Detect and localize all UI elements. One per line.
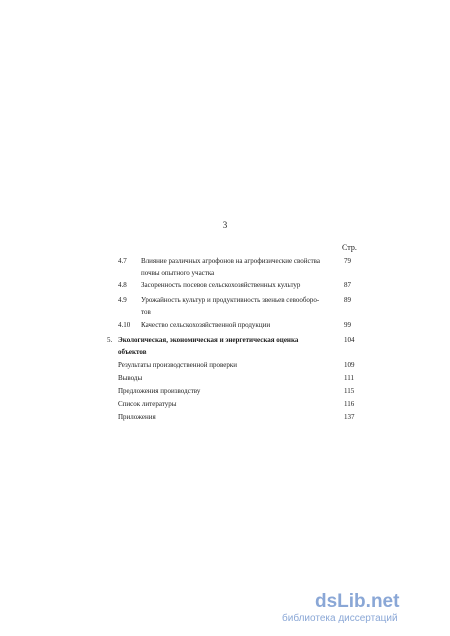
dslib-watermark <box>282 591 432 625</box>
toc-entry-title: Приложения <box>118 413 156 421</box>
toc-entry-title: Предложения производству <box>118 387 201 395</box>
toc-entry-title <box>141 255 331 279</box>
toc-entry-number: 4.10 <box>118 321 131 329</box>
toc-entry-page: 79 <box>344 257 351 265</box>
toc-entry-page: 137 <box>344 413 355 421</box>
toc-entry-page: 104 <box>344 336 355 344</box>
toc-entry-title-line: объектов <box>118 348 147 356</box>
toc-page-column-header: Стр. <box>342 243 357 252</box>
toc-entry-title-line: Влияние различных агрофонов на агрофизические свойства <box>141 257 321 265</box>
toc-entry-title-line: тов <box>141 308 151 316</box>
toc-entry-title: Результаты производственной проверки <box>118 361 237 369</box>
watermark-logo: dsLib.net <box>315 591 400 612</box>
toc-entry-page: 111 <box>344 374 354 382</box>
toc-entry-title <box>141 294 331 318</box>
toc-entry-title: Качество сельскохозяйственной продукции <box>141 321 271 329</box>
toc-entry-title: Список литературы <box>118 400 177 408</box>
toc-entry-page: 116 <box>344 400 355 408</box>
toc-entry-title: Засоренность посевов сельскохозяйственных культур <box>141 281 301 289</box>
page-number: 3 <box>222 220 228 230</box>
toc-entry-page: 109 <box>344 361 355 369</box>
toc-entry-number: 5. <box>107 336 113 344</box>
toc-entry-page: 87 <box>344 281 351 289</box>
toc-entry-number: 4.7 <box>118 257 127 265</box>
toc-entry-page: 115 <box>344 387 355 395</box>
toc-entry-number: 4.8 <box>118 281 127 289</box>
toc-entry-number: 4.9 <box>118 296 127 304</box>
toc-entry-title-line: почвы опытного участка <box>141 269 215 277</box>
toc-entry-title-line: Экологическая, экономическая и энергетическая оценка <box>118 336 299 344</box>
toc-entry-title <box>118 334 328 358</box>
toc-entry-title: Выводы <box>118 374 143 382</box>
toc-entry-title-line: Урожайность культур и продуктивность звеньев севооборо- <box>141 296 320 304</box>
toc-entry-page: 89 <box>344 296 351 304</box>
watermark-subtitle: библиотека диссертаций <box>282 613 398 624</box>
toc-entry-page: 99 <box>344 321 351 329</box>
